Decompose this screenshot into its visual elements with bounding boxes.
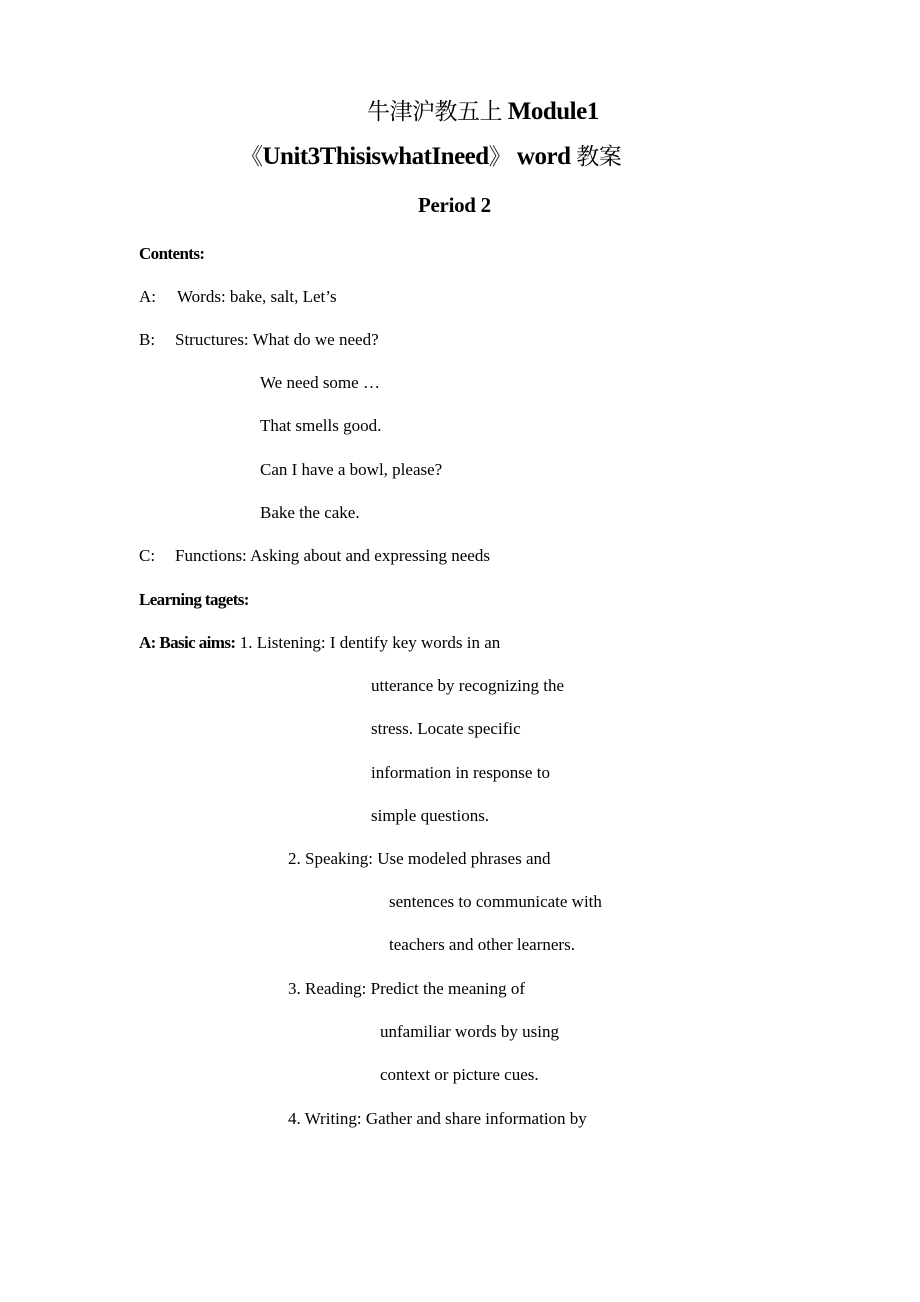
title-close-bracket: 》 <box>488 144 512 170</box>
basic-aims-row <box>139 633 500 653</box>
title-line-1 <box>367 97 599 127</box>
title-open-bracket: 《 <box>240 144 263 170</box>
title-module: Module1 <box>507 98 599 125</box>
title-line-2 <box>240 142 621 172</box>
title-jiaoan: 教案 <box>576 144 622 170</box>
title-word: word <box>516 143 571 170</box>
title-unit: Unit3ThisiswhatIneed <box>262 143 489 170</box>
aim-line: stress. Locate specific <box>371 719 521 738</box>
contents-heading: Contents: <box>139 244 205 263</box>
contents-a-text: Words: bake, salt, Let’s <box>177 287 337 306</box>
structure-line: We need some … <box>260 373 380 392</box>
aim-line: simple questions. <box>371 806 490 825</box>
aim-line: information in response to <box>371 763 550 782</box>
contents-c-text: Functions: Asking about and expressing needs <box>175 546 490 565</box>
aim-line: teachers and other learners. <box>389 935 575 954</box>
structure-line: Can I have a bowl, please? <box>260 460 443 479</box>
aim-reading-lead: 3. Reading: Predict the meaning of <box>288 979 525 998</box>
contents-a-label: A: <box>139 287 156 306</box>
period-heading: Period 2 <box>418 193 491 217</box>
aim-listening-lead: 1. Listening: I dentify key words in an <box>239 633 501 652</box>
aim-speaking-lead: 2. Speaking: Use modeled phrases and <box>288 849 551 868</box>
aim-writing-lead: 4. Writing: Gather and share information by <box>288 1109 587 1128</box>
aim-line: utterance by recognizing the <box>371 676 565 695</box>
aim-line: context or picture cues. <box>380 1065 539 1084</box>
aim-line: sentences to communicate with <box>389 892 602 911</box>
structure-line: That smells good. <box>260 416 382 435</box>
title-cn: 牛津沪教五上 <box>367 99 502 125</box>
contents-b-text: Structures: What do we need? <box>175 330 379 349</box>
structure-line: Bake the cake. <box>260 503 360 522</box>
contents-c-label: C: <box>139 546 156 565</box>
contents-b-label: B: <box>139 330 156 349</box>
aim-line: unfamiliar words by using <box>380 1022 559 1041</box>
basic-aims-label: A: Basic aims: <box>139 633 236 652</box>
targets-heading: Learning tagets: <box>139 590 249 609</box>
